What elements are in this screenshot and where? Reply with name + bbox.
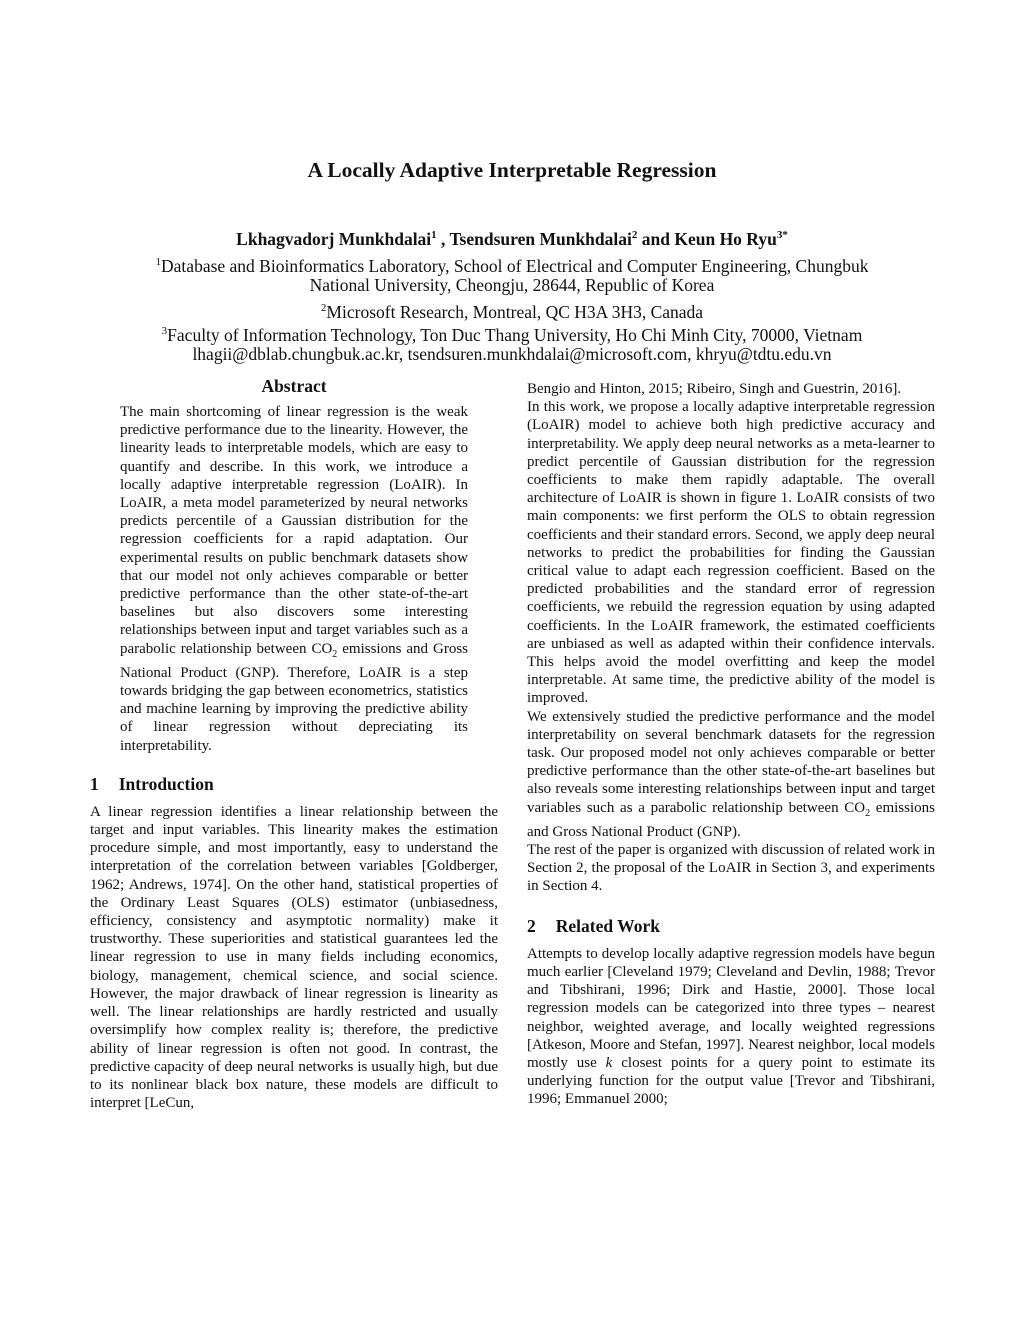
paragraph-text: closest points for a query point to estimate its underlying function for the output value [Trevor and Tibshirani, 1996; Emmanuel 2000; <box>527 1054 935 1108</box>
section-title: Introduction <box>118 773 214 794</box>
author-emails: lhagii@dblab.chungbuk.ac.kr, tsendsuren.munkhdalai@microsoft.com, khryu@tdtu.edu.vn <box>192 344 832 364</box>
section-number: 2 <box>527 915 536 936</box>
affil-mark: 1 <box>155 256 162 268</box>
affiliation-1-cont: National University, Cheongju, 28644, Republic of Korea <box>309 275 715 295</box>
paragraph-text: Attempts to develop locally adaptive regression models have begun much earlier [Cleveland 1979; Cleveland and Devlin, 1988; Trevor and Tibshirani, 1996; Dirk and Hastie, 2000]. Those local regression models can be categorized into three types – nearest neighbor, weighted average, and locally weighted regressions [Atkeson, Moore and Stefan, 1997]. Nearest neighbor, local models mostly use <box>527 945 935 1071</box>
author-separator: , <box>436 229 450 249</box>
affil-text: Database and Bioinformatics Laboratory, School of Electrical and Computer Engineering, Chungbuk <box>161 255 869 276</box>
paragraph-text: emissions and Gross National Product (GNP). <box>527 799 935 840</box>
intro-paragraph-4: The rest of the paper is organized with discussion of related work in Section 2, the proposal of the LoAIR in Section 3, and experiments in Section 4. <box>527 842 935 895</box>
italic-variable: k <box>605 1054 613 1071</box>
author-name: Tsendsuren Munkhdalai <box>449 229 632 249</box>
intro-paragraph-1: A linear regression identifies a linear relationship between the target and input variables. This linearity makes the estimation procedure simple, and most importantly, easy to understand the interpretation of the correlation between variables [Goldberger, 1962; Andrews, 1974]. On the other hand, statistical properties of the Ordinary Least Squares (OLS) estimator (unbiasedness, efficiency, consistency and asymptotic normality) make it trustworthy. These superiorities and statistical guarantees led the linear regression to use in many fields including economics, biology, management, chemical science, and social science. However, the major drawback of linear regression is linearity as well. The linear relationships are hardly restricted and usually oversimplify how complex reality is; therefore, the predictive ability of linear regression is often not good. In contrast, the predictive capacity of deep neural networks is usually high, but due to its nonlinear black box nature, these models are difficult to interpret [LeCun, <box>90 803 498 1112</box>
section-number: 1 <box>90 773 99 794</box>
section-heading-related-work <box>527 916 935 937</box>
intro-paragraph-3 <box>527 708 935 841</box>
subscript: 2 <box>332 648 338 660</box>
author-affil-mark: 1 <box>431 229 437 242</box>
intro-paragraph-2: In this work, we propose a locally adaptive interpretable regression (LoAIR) model to achieve both high predictive accuracy and interpretability. We apply deep neural networks as a meta-learner to predict percentile of Gaussian distribution for the regression coefficients to make them rapidly adaptable. The overall architecture of LoAIR is shown in figure 1. LoAIR consists of two main components: we first perform the OLS to obtain regression coefficients and their standard errors. Second, we apply deep neural networks to predict the probabilities for finding the Gaussian critical value to adapt each regression coefficient. Based on the predicted probabilities and the standard error of regression coefficients, we rebuild the regression equation by using adapted coefficients. In the LoAIR framework, the estimated coefficients are unbiased as well as adapted within their confidence intervals. This helps avoid the model overfitting and keep the model interpretable. At same time, the predictive ability of the model is improved. <box>527 399 935 707</box>
affil-mark: 2 <box>320 302 327 314</box>
abstract-text: The main shortcoming of linear regression is the weak predictive performance due to the linearity. However, the linearity leads to interpretable models, which are easy to quantify and describe. In this work, we introduce a locally adaptive interpretable regression (LoAIR). In LoAIR, a meta model parameterized by neural networks predicts percentile of a Gaussian distribution for the regression coefficients for a rapid adaptation. Our experimental results on public benchmark datasets show that our model not only achieves comparable or better predictive performance than the other state-of-the-art baselines but also discovers some interesting relationships between input and target variables such as a parabolic relationship between CO <box>120 404 468 657</box>
author-affil-mark: 2 <box>631 229 638 242</box>
paper-title: A Locally Adaptive Interpretable Regression <box>307 158 717 182</box>
paragraph-text: We extensively studied the predictive performance and the model interpretability on several benchmark datasets for the regression task. Our proposed model not only achieves comparable or better predictive performance than the other state-of-the-art baselines but also reveals some interesting relationships between input and target variables such as a parabolic relationship between CO <box>527 708 935 816</box>
affil-text: Microsoft Research, Montreal, QC H3A 3H3, Canada <box>326 301 704 322</box>
author-affil-mark: 3* <box>776 229 788 242</box>
author-list <box>0 229 1024 250</box>
abstract-heading: Abstract <box>261 376 327 396</box>
affil-text: Faculty of Information Technology, Ton Duc Thang University, Ho Chi Minh City, 70000, Vietnam <box>167 324 863 345</box>
intro-paragraph-1-cont: Bengio and Hinton, 2015; Ribeiro, Singh and Guestrin, 2016]. <box>527 381 902 397</box>
author-name: Keun Ho Ryu <box>674 229 777 249</box>
subscript: 2 <box>865 807 871 819</box>
affil-mark: 3 <box>161 325 168 337</box>
related-paragraph-1 <box>527 945 935 1109</box>
section-heading-introduction <box>90 774 498 795</box>
author-name: Lkhagvadorj Munkhdalai <box>236 229 432 249</box>
abstract-body <box>120 403 468 755</box>
abstract-text: emissions and Gross National Product (GNP). Therefore, LoAIR is a step towards bridging the gap between econometrics, statistics and machine learning by improving the predictive ability of linear regression without depreciating its interpretability. <box>120 640 468 754</box>
author-separator: and <box>637 229 675 249</box>
left-column <box>90 376 498 1112</box>
right-column <box>527 380 935 1109</box>
section-title: Related Work <box>555 915 660 936</box>
